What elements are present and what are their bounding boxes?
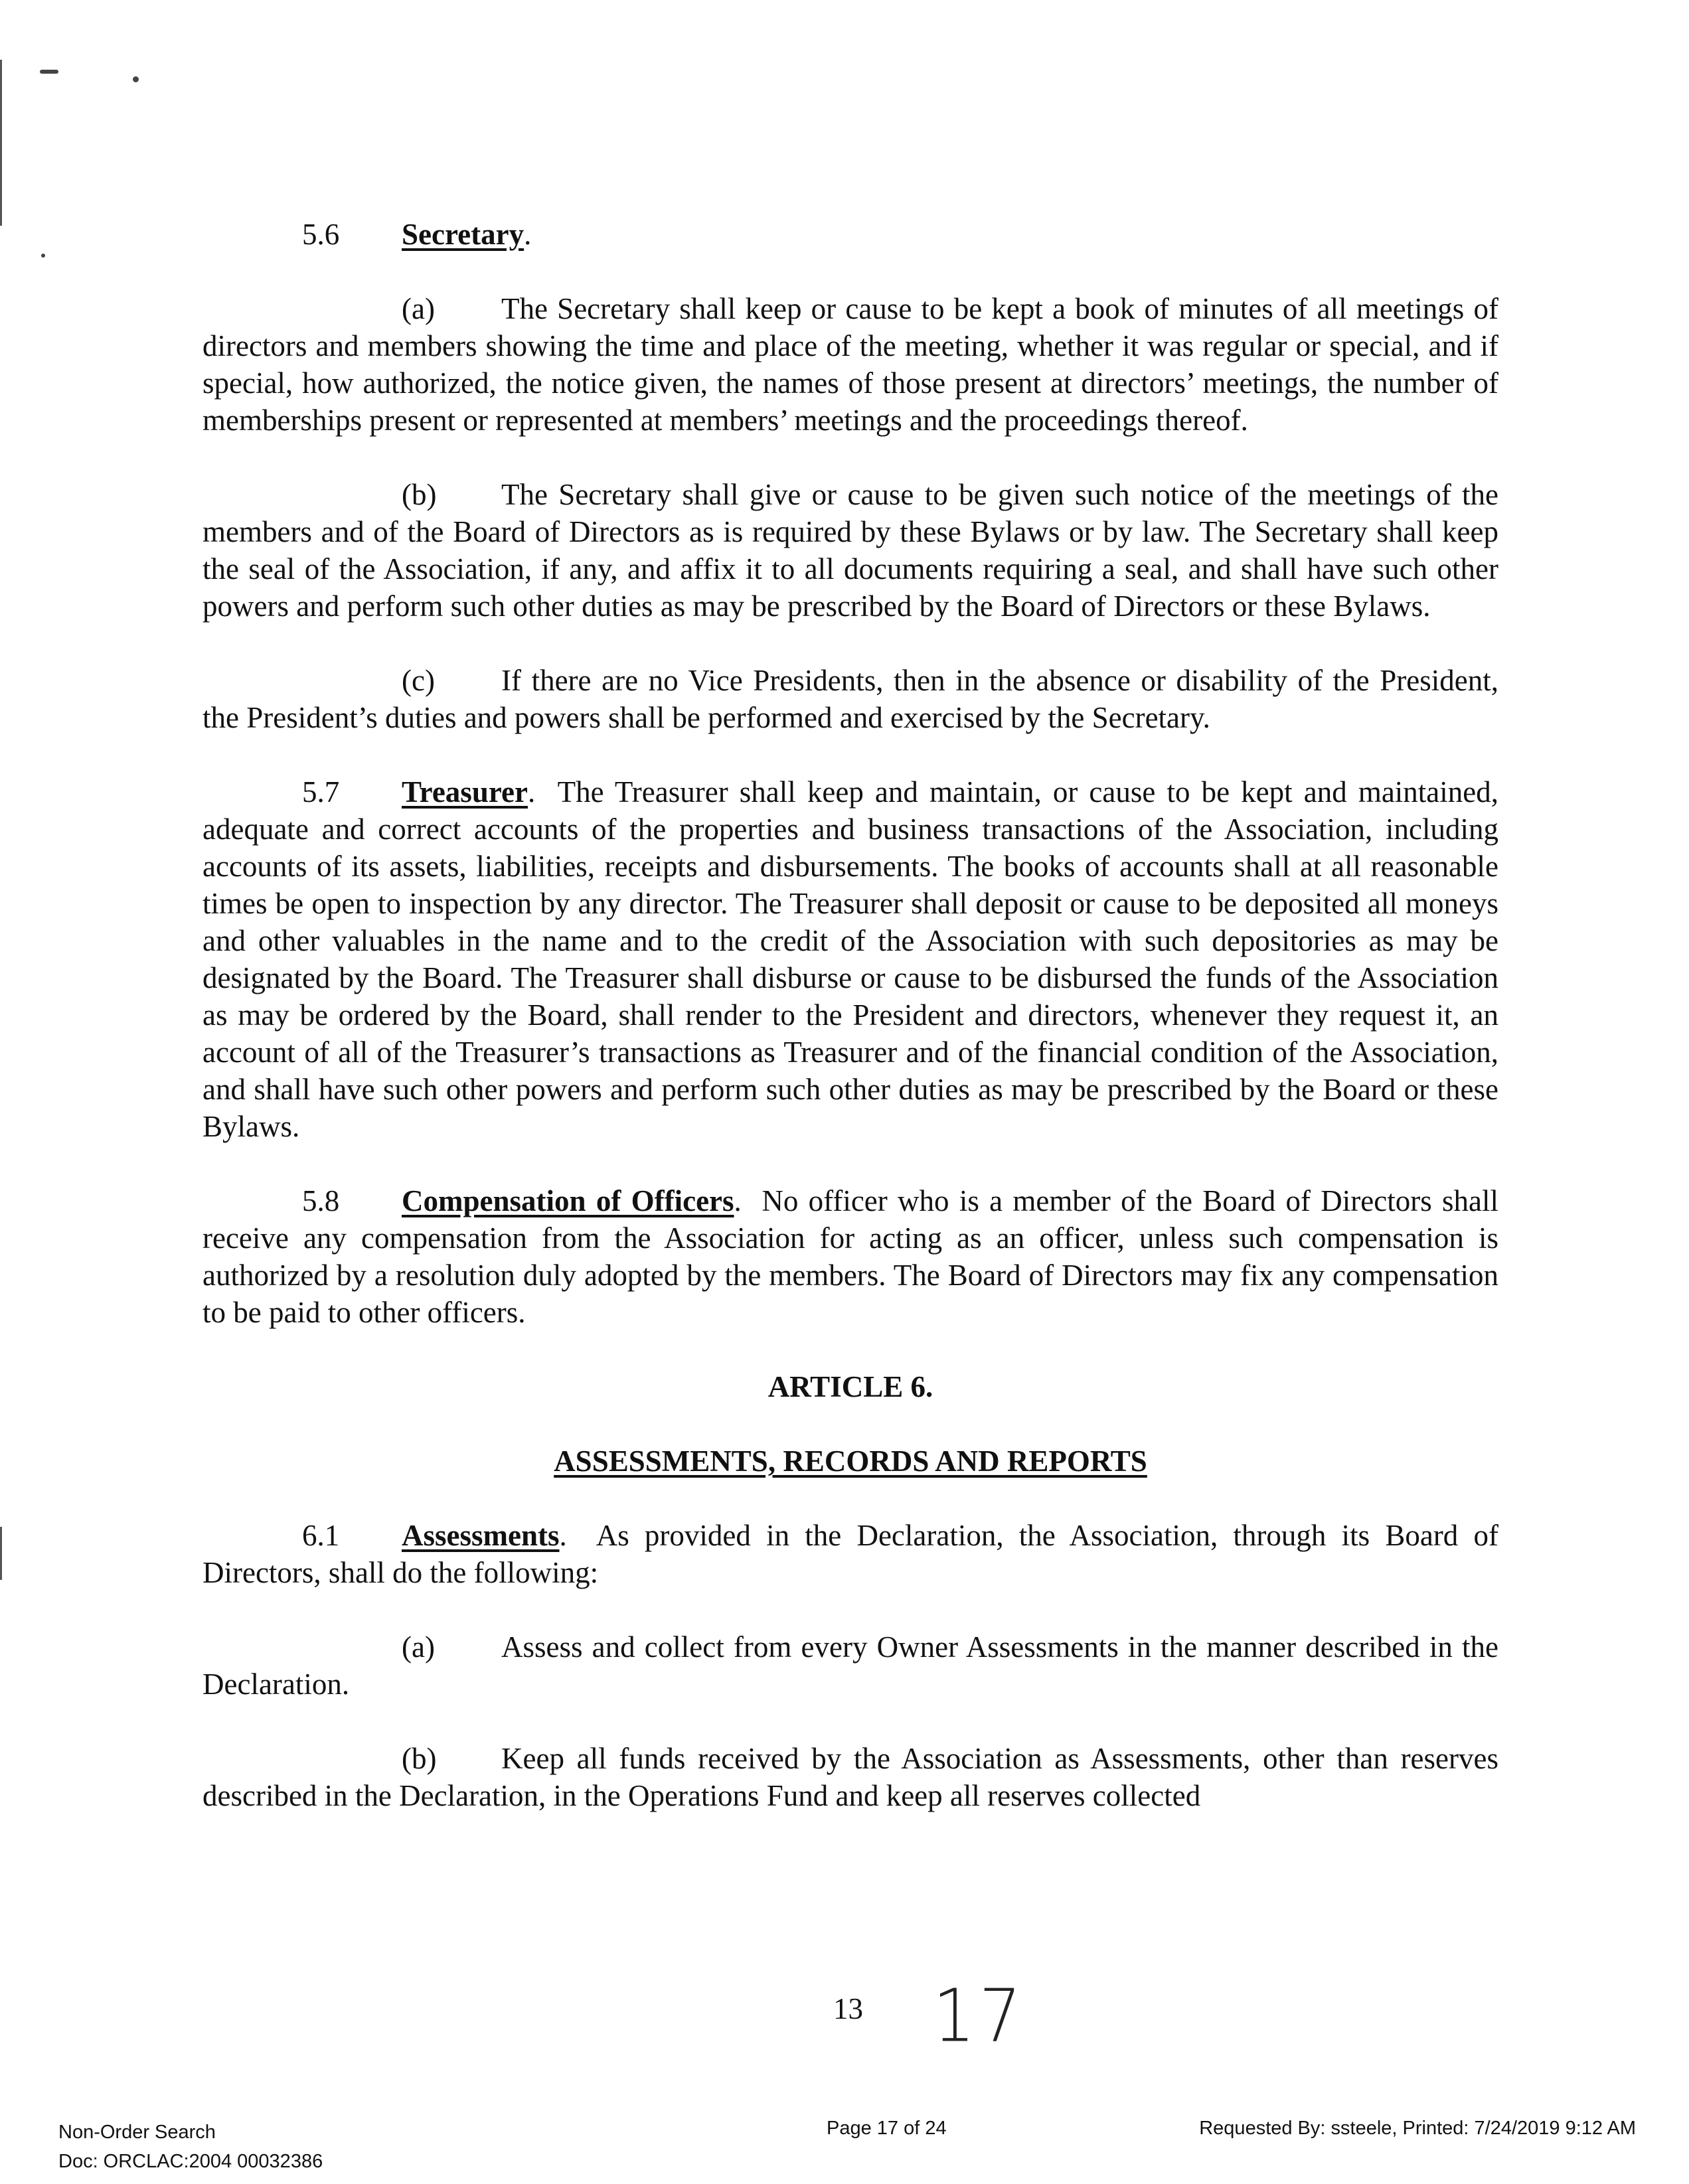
footer-page-count: Page 17 of 24	[827, 2118, 947, 2139]
scan-speck	[133, 76, 139, 82]
footer-search-type: Non-Order Search	[58, 2122, 216, 2143]
section-5-7: 5.7 Treasurer. The Treasurer shall keep and maintain, or cause to be kept and maintained, adequate and correct accounts of the properties and business transactions of the Association, including accounts of its assets, liabilities, receipts and disbursements. The books of accounts shall at all reasonable times be open to inspection by any director. The Treasurer shall deposit or cause to be deposited all moneys and other valuables in the name and to the credit of the Association with such depositories as may be designated by the Board. The Treasurer shall disburse or cause to be disbursed the funds of the Association as may be ordered by the Board, shall render to the President and directors, whenever they request it, an account of all of the Treasurer’s transactions as Treasurer and of the financial condition of the Association, and shall have such other powers and perform such other duties as may be prescribed by the Board or these Bylaws.	[202, 773, 1498, 1145]
subpara-label: (b)	[402, 478, 437, 511]
section-title: Compensation of Officers	[402, 1184, 734, 1217]
scan-margin-line	[0, 1527, 2, 1580]
section-5-6-b	[202, 476, 1498, 625]
subpara-text: Assess and collect from every Owner Assessments in the manner described in the Declaration.	[202, 1630, 1498, 1701]
footer-requested-by: Requested By: ssteele, Printed: 7/24/2019 9:12 AM	[1199, 2118, 1636, 2139]
section-number: 6.1	[302, 1519, 340, 1552]
section-number: 5.8	[302, 1184, 340, 1217]
section-5-6-heading: 5.6 Secretary.	[202, 216, 1498, 253]
article-heading: ARTICLE 6.	[767, 1370, 933, 1403]
subpara-label: (b)	[402, 1742, 437, 1775]
section-title: Secretary	[402, 218, 524, 251]
section-title: Treasurer	[402, 775, 528, 809]
scan-speck	[41, 254, 45, 258]
section-5-8: 5.8 Compensation of Officers. No officer who is a member of the Board of Directors shall receive any compensation from the Association for acting as an officer, unless such compensation is authorized by a resolution duly adopted by the members. The Board of Directors may fix any compensation to be paid to other officers.	[202, 1182, 1498, 1331]
section-5-6-c	[202, 662, 1498, 736]
subpara-text: The Secretary shall keep or cause to be kept a book of minutes of all meetings of directors and members showing the time and place of the meeting, whether it was regular or special, and if special, how authorized, the notice given, the names of those present at directors’ meetings, the number of memberships present or represented at members’ meetings and the proceedings thereof.	[202, 292, 1498, 437]
subpara-label: (a)	[402, 1630, 435, 1664]
subpara-text: Keep all funds received by the Association as Assessments, other than reserves described in the Declaration, in the Operations Fund and keep all reserves collected	[202, 1742, 1498, 1812]
section-5-6-a	[202, 290, 1498, 439]
section-title: Assessments	[402, 1519, 560, 1552]
scan-margin-line	[0, 60, 2, 226]
subpara-text: If there are no Vice Presidents, then in the absence or disability of the President, the President’s duties and powers shall be performed and exercised by the Secretary.	[202, 664, 1498, 734]
section-6-1-a	[202, 1628, 1498, 1703]
handwritten-page-number: 17	[933, 1973, 1026, 2059]
document-body	[202, 216, 1498, 1814]
page-number: 13	[833, 1992, 863, 2025]
subpara-label: (a)	[402, 292, 435, 325]
section-text: No officer who is a member of the Board of Directors shall receive any compensation from the Association for acting as an officer, unless such compensation is authorized by a resolution duly adopted by the members. The Board of Directors may fix any compensation to be paid to other officers.	[202, 1184, 1498, 1329]
section-number: 5.7	[302, 775, 340, 809]
section-text: As provided in the Declaration, the Association, through its Board of Directors, shall do the following:	[202, 1519, 1498, 1589]
section-6-1-b	[202, 1740, 1498, 1814]
section-6-1: 6.1 Assessments. As provided in the Declaration, the Association, through its Board of Directors, shall do the following:	[202, 1517, 1498, 1591]
subpara-text: The Secretary shall give or cause to be given such notice of the meetings of the members and of the Board of Directors as is required by these Bylaws or by law. The Secretary shall keep the seal of the Association, if any, and affix it to all documents requiring a seal, and shall have such other powers and perform such other duties as may be prescribed by the Board of Directors or these Bylaws.	[202, 478, 1498, 623]
scan-speck	[40, 70, 58, 74]
section-text: The Treasurer shall keep and maintain, or cause to be kept and maintained, adequate and correct accounts of the properties and business transactions of the Association, including accounts of its assets, liabilities, receipts and disbursements. The books of accounts shall at all reasonable times be open to inspection by any director. The Treasurer shall deposit or cause to be deposited all moneys and other valuables in the name and to the credit of the Association with such depositories as may be designated by the Board. The Treasurer shall disburse or cause to be disbursed the funds of the Association as may be ordered by the Board, shall render to the President and directors, whenever they request it, an account of all of the Treasurer’s transactions as Treasurer and of the financial condition of the Association, and shall have such other powers and perform such other duties as may be prescribed by the Board or these Bylaws.	[202, 775, 1499, 1143]
footer-left	[58, 2118, 323, 2176]
subpara-label: (c)	[402, 664, 435, 697]
section-number: 5.6	[302, 218, 340, 251]
article-subheading: ASSESSMENTS, RECORDS AND REPORTS	[554, 1444, 1147, 1478]
footer-doc-id: Doc: ORCLAC:2004 00032386	[58, 2151, 323, 2172]
